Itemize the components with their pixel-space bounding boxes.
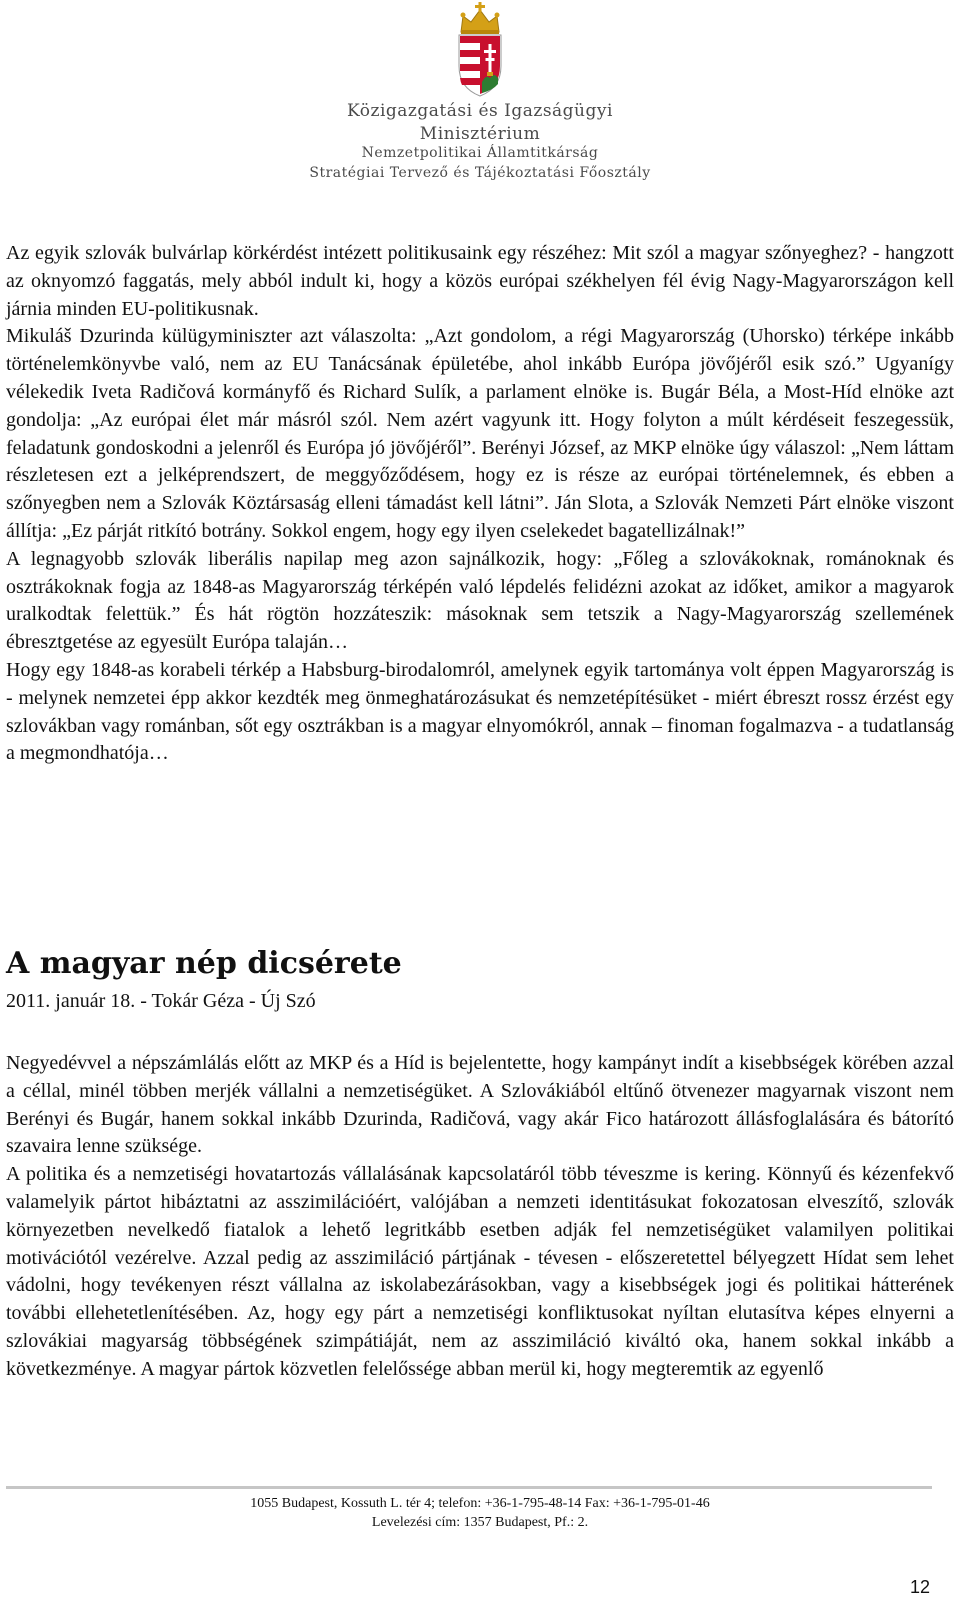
paragraph: Hogy egy 1848-as korabeli térkép a Habsburg-birodalomról, amelynek egyik tartománya volt éppen Magyarország is - melynek nemzetei épp akkor kezdték meg önmeghatározásukat és nemzetépítésüket - miért ébreszt rossz érzést egy szlovákban vagy románban, sőt egy osztrákban is a magyar elnyomókról, annak – finoman fogalmazva - a tudatlanság a megmondhatója… xyxy=(6,658,954,765)
coat-of-arms-icon xyxy=(449,2,511,98)
org-line-secretariat: Nemzetpolitikai Államtitkárság xyxy=(361,145,599,161)
paragraph: A legnagyobb szlovák liberális napilap meg azon sajnálkozik, hogy: „Főleg a szlovákoknak, románoknak és osztrákoknak fogja az 1848-as Magyarország térképén való lépdelés felidézni azokat az időket, amikor a magyarok uralkodtak felettük.” És hát rögtön hozzáteszik: másoknak sem tetszik a Nagy-Magyarország szellemének ébresztgetése az egyesült Európa talaján… xyxy=(6,547,954,654)
footer-mail-address: Levelezési cím: 1357 Budapest, Pf.: 2. xyxy=(371,1515,589,1530)
org-line-ministry-2: Minisztérium xyxy=(419,124,541,144)
page-number: 12 xyxy=(909,1577,930,1597)
footer-address: 1055 Budapest, Kossuth L. tér 4; telefon: +36-1-795-48-14 Fax: +36-1-795-01-46 xyxy=(250,1496,710,1511)
paragraph: Mikuláš Dzurinda külügyminiszter azt válaszolta: „Azt gondolom, a régi Magyarország (Uhorsko) térképe inkább történelemkönyvbe való, nem az EU Tanácsának épületébe, ahol inkább Európa jövőjéről esik szó.” Ugyanígy vélekedik Iveta Radičová kormányfő és Richard Sulík, a parlament elnöke is. Bugár Béla, a Most-Híd elnöke azt gondolja: „Az európai élet már másról szól. Nem azért vagyunk itt. Hogy folyton a múlt kérdéseit feszegessük, feladatunk gondoskodni a jelenről és Európa jó jövőjéről”. Berényi József, az MKP elnöke úgy válaszol: „Nem láttam részletesen ezt a jelképrendszert, de meggyőződésem, hogy ez is része az európai történelemnek, és ebben a szőnyegben nem a Szlovák Köztársaság elleni támadást kell látni”. Ján Slota, a Szlovák Nemzeti Párt elnöke viszont állítja: „Ez párját ritkító botrány. Sokkol engem, hogy egy ilyen cselekedet bagatellizálnak!” xyxy=(6,325,954,542)
org-line-department: Stratégiai Tervező és Tájékoztatási Főosztály xyxy=(309,165,651,181)
article-2-dateline: 2011. január 18. - Tokár Géza - Új Szó xyxy=(6,990,316,1012)
paragraph: Negyedévvel a népszámlálás előtt az MKP és a Híd is bejelentette, hogy kampányt indít a kisebbségek körében azzal a céllal, minél többen merjék vállalni a nemzetiségüket. A Szlovákiából eltűnő ötvenezer magyarnak viszont nem Berényi és Bugár, hanem sokkal inkább Dzurinda, Radičová, vagy akár Fico határozott állásfoglalására és bátorító szavaira lenne szüksége. xyxy=(6,1052,954,1158)
paragraph: A politika és a nemzetiségi hovatartozás vállalásának kapcsolatáról több téveszme is kering. Könnyű és kézenfekvő valamelyik pártot hibáztatni az asszimilációért, valójában a nemzeti identitásukat fokozatosan elveszítő, szlovák környezetben nevelkedő fiatalok a lehető legritkább esetben adják fel nemzetiségüket valamilyen politikai motivációtól vezérelve. Azzal pedig az asszimiláció pártjának - tévesen - előszeretettel bélyegzett Hídat sem lehet vádolni, hogy tevékenyen részt vállalna az iskolabezárásokban, vagy a kisebbségek jogi és politikai hátterének további ellehetetlenítésében. Az, hogy egy párt a nemzetiségi konfliktusokat nyíltan elutasítva képes elnyerni a szlovákiai magyarság többségének szimpátiáját, nem az asszimiláció kiváltó oka, hanem sokkal inkább a következménye. A magyar pártok közvetlen felelőssége abban merül ki, hogy megteremtik az egyenlő xyxy=(6,1163,954,1380)
article-2-body xyxy=(6,1050,954,1384)
article-1-body xyxy=(6,240,954,768)
article-2-title: A magyar nép dicsérete xyxy=(6,946,402,981)
paragraph: Az egyik szlovák bulvárlap körkérdést intézett politikusaink egy részéhez: Mit szól a magyar szőnyeghez? - hangzott az oknyomzó faggatás, mely abból indult ki, hogy a közös európai székhelyen fél évig Nagy-Magyarországon kell járnia minden EU-politikusnak. xyxy=(6,242,954,320)
footer-divider xyxy=(6,1486,932,1489)
org-line-ministry: Közigazgatási és Igazságügyi xyxy=(347,101,613,121)
